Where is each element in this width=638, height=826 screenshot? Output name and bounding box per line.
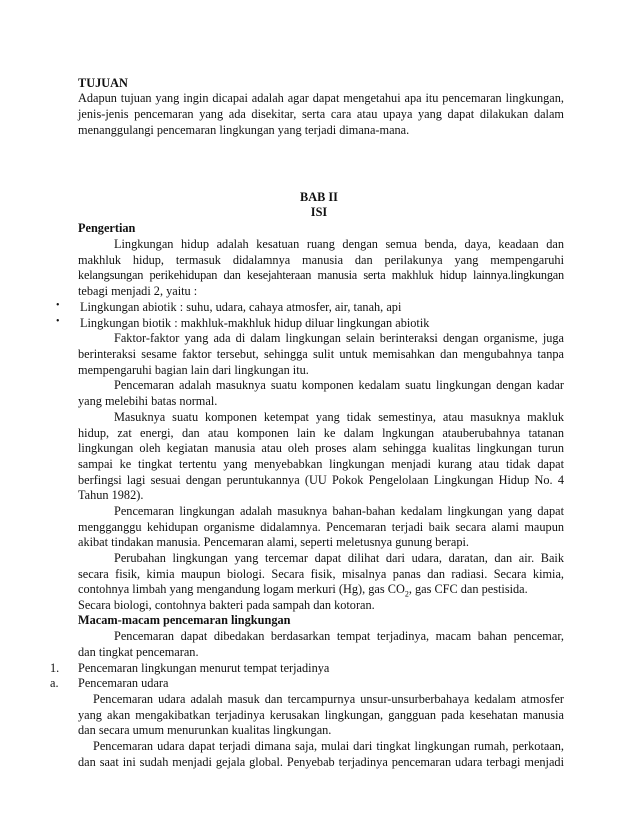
bullet-item: Lingkungan biotik : makhluk-makhluk hidup diluar lingkungan abiotik	[80, 316, 430, 330]
paragraph-line: kelangsungan perikehidupan dan kesejahteraan manusia serta makhluk hidup lainnya.lingkungan	[78, 268, 564, 282]
tujuan-line: jenis-jenis pencemaran yang ada disekitar, serta cara atau upaya yang dapat dilakukan dalam	[78, 107, 564, 121]
bullet-item: Lingkungan abiotik : suhu, udara, cahaya atmosfer, air, tanah, api	[80, 300, 402, 314]
paragraph-line: mengganggu kehidupan organisme didalamnya. Pencemaran terjadi baik secara alami maupun	[78, 520, 564, 534]
bullet-icon: •	[56, 300, 60, 311]
paragraph-line: lingkungan oleh kegiatan manusia atau oleh proses alam sehingga kualitas lingkungan turun	[78, 441, 564, 455]
paragraph-line: Perubahan lingkungan yang tercemar dapat dilihat dari udara, daratan, dan air. Baik	[114, 551, 564, 565]
paragraph-line: Pencemaran lingkungan adalah masuknya bahan-bahan kedalam lingkungan yang dapat	[114, 504, 564, 518]
paragraph-line: Lingkungan hidup adalah kesatuan ruang dengan semua benda, daya, keadaan dan	[114, 237, 564, 251]
paragraph-line: akibat tindakan manusia. Pencemaran alami, seperti meletusnya gunung berapi.	[78, 535, 469, 549]
macam-heading: Macam-macam pencemaran lingkungan	[78, 613, 291, 627]
list-letter: a.	[50, 676, 59, 690]
paragraph-line: hidup, zat energi, dan atau komponen lain ke dalam lngkungan atauberubahnya tatanan	[78, 426, 564, 440]
paragraph-line: makhluk hidup, termasuk didalamnya manusia dan perilakunya yang mempengaruhi	[78, 253, 564, 267]
list-item-text: Pencemaran udara	[78, 676, 169, 690]
paragraph-line: yang melebihi batas normal.	[78, 394, 218, 408]
chapter-title: BAB II	[300, 190, 338, 204]
paragraph-line: yang akan mengakibatkan terjadinya kerusakan lingkungan, gangguan pada kesehatan manusia	[78, 708, 564, 722]
paragraph-line: Pencemaran udara dapat terjadi dimana saja, mulai dari tingkat lingkungan rumah, perkotaan,	[93, 739, 564, 753]
paragraph-line: secara fisik, kimia maupun biologi. Secara fisik, misalnya panas dan radiasi. Secara kimia,	[78, 567, 564, 581]
paragraph-line: berfingsi lagi sesuai dengan peruntukannya (UU Pokok Pengelolaan Lingkungan Hidup No. 4	[78, 473, 564, 487]
tujuan-line: menanggulangi pencemaran lingkungan yang terjadi dimana-mana.	[78, 123, 410, 137]
paragraph-line: dan secara umum menurunkan kualitas lingkungan.	[78, 723, 332, 737]
paragraph-line: mempengaruhi bagian lain dari lingkungan itu.	[78, 363, 309, 377]
tujuan-line: Adapun tujuan yang ingin dicapai adalah agar dapat mengetahui apa itu pencemaran lingkungan,	[78, 91, 564, 105]
paragraph-line: Pencemaran adalah masuknya suatu komponen kedalam suatu lingkungan dengan kadar	[114, 378, 564, 392]
paragraph-line: sampai ke tingkat tertentu yang menyebabkan lingkungan menjadi kurang atau tidak dapat	[78, 457, 564, 471]
list-number: 1.	[50, 661, 60, 675]
co2-subscript: 2	[404, 589, 409, 599]
paragraph-line: berinteraksi sesame faktor tersebut, sehingga sulit untuk memisahkan dan mengubahnya tanpa	[78, 347, 564, 361]
co2-text-before: contohnya limbah yang mengandung logam merkuri (Hg), gas CO	[78, 582, 405, 596]
paragraph-line: dan saat ini sudah menjadi gejala global. Penyebab terjadinya pencemaran udara terbagi menjadi	[78, 755, 564, 769]
paragraph-line: Faktor-faktor yang ada di dalam lingkungan selain berinteraksi dengan organisme, juga	[114, 331, 564, 345]
paragraph-line: dan tingkat pencemaran.	[78, 645, 199, 659]
co2-text-after: , gas CFC dan pestisida.	[408, 582, 528, 596]
paragraph-line: Tahun 1982).	[78, 488, 144, 502]
paragraph-line: Pencemaran dapat dibedakan berdasarkan tempat terjadinya, macam bahan pencemar,	[114, 629, 564, 643]
paragraph-line: Pencemaran udara adalah masuk dan tercampurnya unsur-unsurberbahaya kedalam atmosfer	[93, 692, 564, 706]
list-item-text: Pencemaran lingkungan menurut tempat terjadinya	[78, 661, 330, 675]
bullet-icon: •	[56, 316, 60, 327]
paragraph-line: tebagi menjadi 2, yaitu :	[78, 284, 198, 298]
paragraph-line: Masuknya suatu komponen ketempat yang tidak semestinya, atau masuknya makluk	[114, 410, 564, 424]
paragraph-line: Secara biologi, contohnya bakteri pada sampah dan kotoran.	[78, 598, 375, 612]
paragraph-line-co2	[78, 582, 564, 599]
chapter-subtitle: ISI	[310, 205, 328, 219]
pengertian-heading: Pengertian	[78, 221, 136, 235]
tujuan-heading: TUJUAN	[78, 76, 128, 90]
